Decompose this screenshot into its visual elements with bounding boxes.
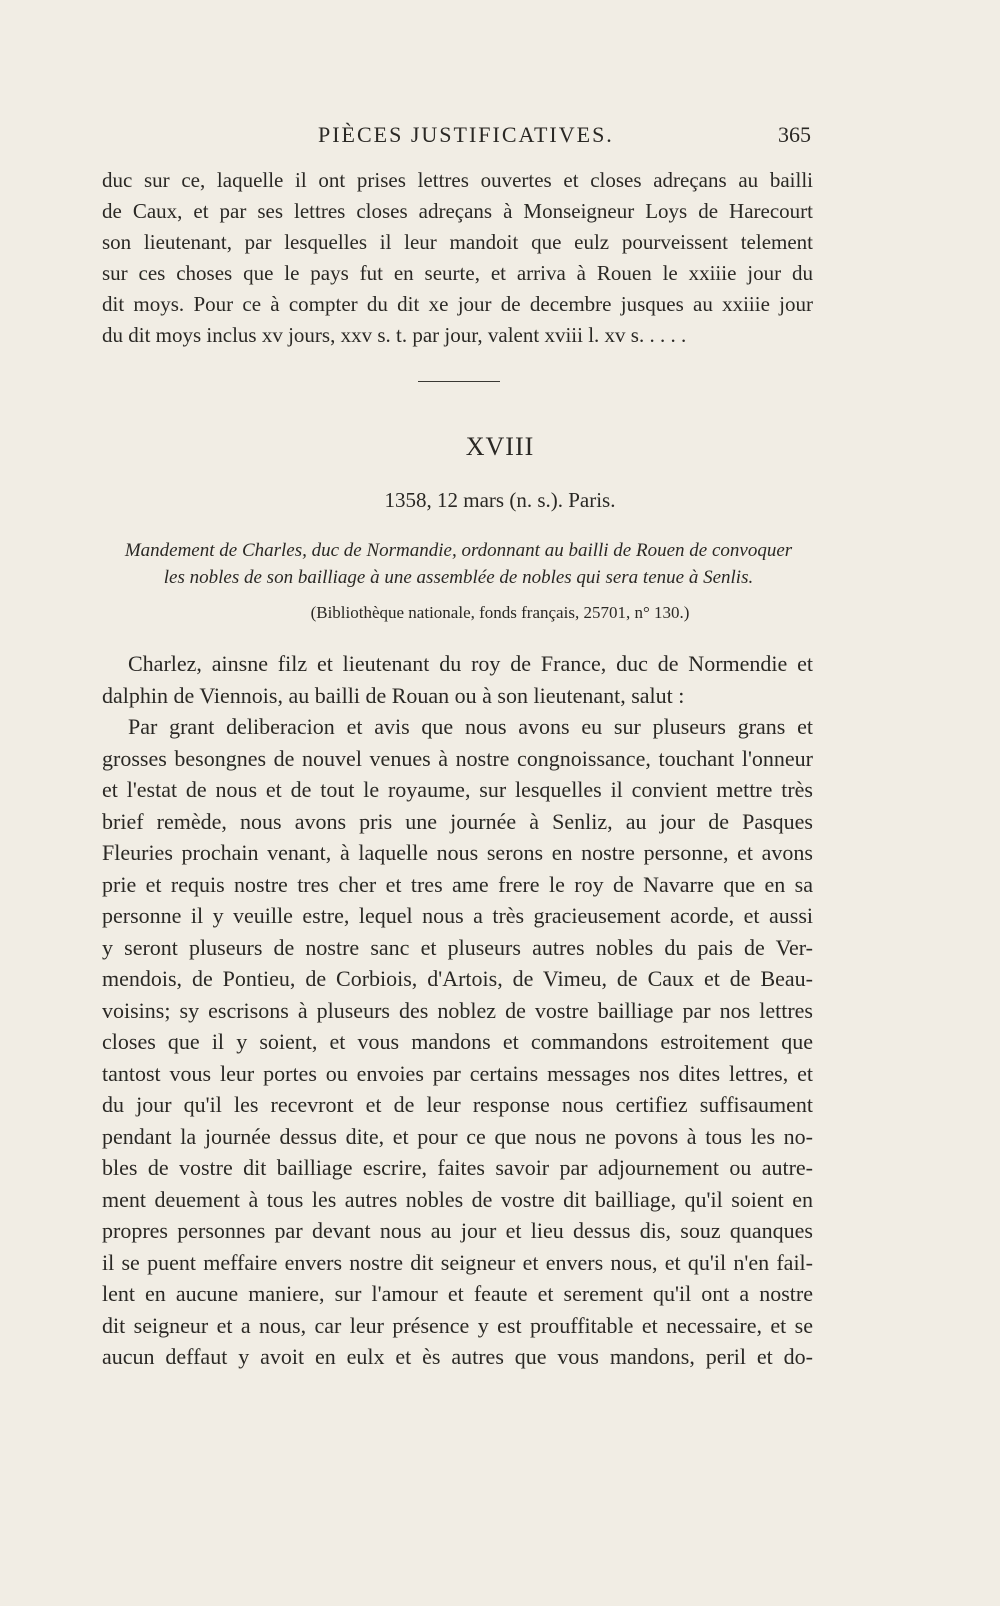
running-title: PIÈCES JUSTIFICATIVES.	[318, 122, 614, 147]
section-divider	[418, 381, 500, 382]
document-text-line: dit seigneur et a nous, car leur présence y est prouffitable et necessaire, et se	[102, 1313, 813, 1338]
document-text-line: propres personnes par devant nous au jour et lieu dessus dis, souz quanques	[102, 1218, 813, 1243]
document-text-line: grosses besongnes de nouvel venues à nostre congnoissance, touchant l'onneur	[102, 746, 813, 771]
document-text-line: et l'estat de nous et de tout le royaume, sur lesquelles il convient mettre très	[102, 777, 813, 802]
document-text-line: Fleuries prochain venant, à laquelle nous serons en nostre personne, et avons	[102, 840, 813, 865]
previous-text-line: dit moys. Pour ce à compter du dit xe jour de decembre jusques au xxiiie jour	[102, 292, 813, 316]
document-text-line: du jour qu'il les recevront et de leur response nous certifiez suffisaument	[102, 1092, 813, 1117]
previous-text-line: de Caux, et par ses lettres closes adreçans à Monseigneur Loys de Harecourt	[102, 199, 813, 223]
document-text-line: tantost vous leur portes ou envoies par certains messages nos dites lettres, et	[102, 1061, 813, 1086]
document-text-line: Charlez, ainsne filz et lieutenant du roy de France, duc de Normendie et	[128, 651, 813, 676]
document-text-line: il se puent meffaire envers nostre dit seigneur et envers nous, et qu'il n'en fail-	[102, 1250, 813, 1275]
previous-text-line: du dit moys inclus xv jours, xxv s. t. par jour, valent xviii l. xv s. . . . .	[102, 323, 687, 347]
previous-text-line: duc sur ce, laquelle il ont prises lettres ouvertes et closes adreçans au bailli	[102, 168, 813, 192]
document-text-line: brief remède, nous avons pris une journée à Senliz, au jour de Pasques	[102, 809, 813, 834]
document-text-line: pendant la journée dessus dite, et pour ce que nous ne povons à tous les no-	[102, 1124, 813, 1149]
document-source: (Bibliothèque nationale, fonds français, 25701, n° 130.)	[310, 603, 690, 622]
previous-text-line: son lieutenant, par lesquelles il leur mandoit que eulz pourveissent telement	[102, 230, 813, 254]
document-text-line: prie et requis nostre tres cher et tres ame frere le roy de Navarre que en sa	[102, 872, 813, 897]
document-text-line: bles de vostre dit bailliage escrire, faites savoir par adjournement ou autre-	[102, 1155, 813, 1180]
document-text-line: mendois, de Pontieu, de Corbiois, d'Artois, de Vimeu, de Caux et de Beau-	[102, 966, 813, 991]
running-head	[0, 122, 1000, 152]
document-text-line: lent en aucune maniere, sur l'amour et feaute et serement qu'il ont a nostre	[102, 1281, 813, 1306]
document-summary-line: Mandement de Charles, duc de Normandie, ordonnant au bailli de Rouen de convoquer	[124, 540, 793, 561]
document-text-line: y seront pluseurs de nostre sanc et pluseurs autres nobles du pais de Ver-	[102, 935, 813, 960]
document-text-line: closes que il y soient, et vous mandons et commandons estroitement que	[102, 1029, 813, 1054]
document-text-line: dalphin de Viennois, au bailli de Rouan ou à son lieutenant, salut :	[102, 683, 685, 708]
document-summary-line: les nobles de son bailliage à une assemblée de nobles qui sera tenue à Senlis.	[163, 567, 754, 588]
page-number: 365	[778, 122, 811, 147]
document-text-line: personne il y veuille estre, lequel nous a très gracieusement acorde, et aussi	[102, 903, 813, 928]
document-text-line: ment deuement à tous les autres nobles de vostre dit bailliage, qu'il soient en	[102, 1187, 813, 1212]
document-date-place: 1358, 12 mars (n. s.). Paris.	[384, 488, 616, 512]
document-text-line: voisins; sy escrisons à pluseurs des noblez de vostre bailliage par nos lettres	[102, 998, 813, 1023]
previous-text-line: sur ces choses que le pays fut en seurte, et arriva à Rouen le xxiiie jour du	[102, 261, 813, 285]
document-text-line: Par grant deliberacion et avis que nous avons eu sur pluseurs grans et	[128, 714, 813, 739]
document-text-line: aucun deffaut y avoit en eulx et ès autres que vous mandons, peril et do-	[102, 1344, 813, 1369]
document-number: XVIII	[465, 432, 535, 461]
